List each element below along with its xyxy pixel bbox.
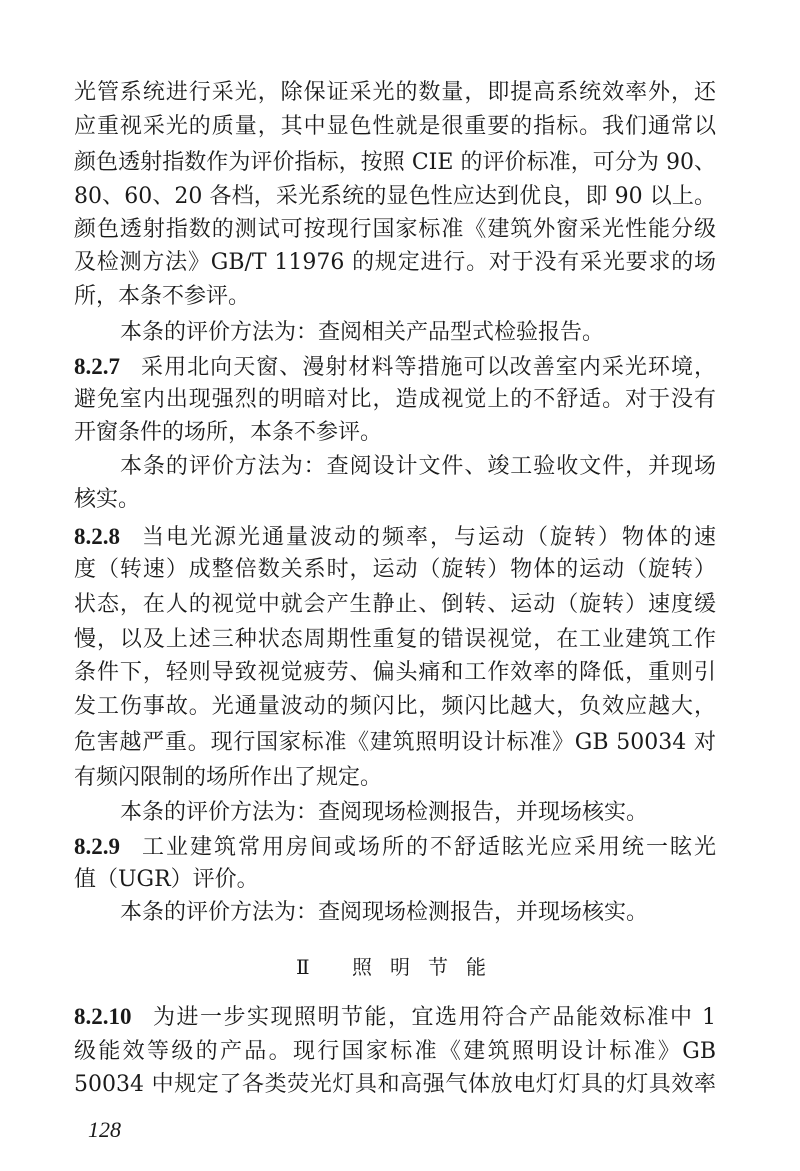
line-text: 颜色透射指数的测试可按现行国家标准《建筑外窗采光性能分级: [74, 217, 716, 242]
line-text: 避免室内出现强烈的明暗对比，造成视觉上的不舒适。对于没有: [74, 387, 716, 412]
text-line: [74, 692, 716, 722]
text-line: [120, 452, 716, 482]
text-line: [74, 590, 716, 620]
text-line: [74, 485, 716, 515]
text-line: [74, 763, 716, 793]
clause-number: 8.2.9: [74, 834, 120, 859]
page-number: 128: [88, 1117, 121, 1142]
line-text: 及检测方法》GB/T 11976 的规定进行。对于没有采光要求的场: [74, 250, 716, 275]
line-text: 级能效等级的产品。现行国家标准《建筑照明设计标准》GB: [74, 1039, 716, 1064]
line-text: 应重视采光的质量，其中显色性就是很重要的指标。我们通常以: [74, 114, 716, 139]
line-text: 本条的评价方法为：查阅现场检测报告，并现场核实。: [120, 900, 649, 925]
text-line: [74, 418, 716, 448]
text-line: [74, 112, 716, 142]
clause-line: [74, 352, 716, 382]
text-line: [74, 248, 716, 278]
line-text: 慢，以及上述三种状态周期性重复的错误视觉，在工业建筑工作: [74, 627, 716, 652]
text-line: [74, 1070, 716, 1100]
line-text: 值（UGR）评价。: [74, 867, 259, 892]
line-text: 有频闪限制的场所作出了规定。: [74, 765, 383, 790]
clause-number: 8.2.8: [74, 524, 120, 549]
text-line: [74, 215, 716, 245]
clause-line: [74, 1002, 716, 1032]
line-text: 采用北向天窗、漫射材料等措施可以改善室内采光环境，: [140, 355, 716, 380]
line-text: 发工伤事故。光通量波动的频闪比，频闪比越大，负效应越大，: [74, 694, 716, 719]
line-text: 度（转速）成整倍数关系时，运动（旋转）物体的运动（旋转）: [74, 557, 716, 582]
line-text: 危害越严重。现行国家标准《建筑照明设计标准》GB 50034 对: [74, 730, 716, 755]
line-text: 本条的评价方法为：查阅设计文件、竣工验收文件，并现场: [120, 454, 716, 479]
line-text: 80、60、20 各档，采光系统的显色性应达到优良，即 90 以上。: [74, 184, 716, 209]
text-line: [74, 78, 716, 108]
text-line: [74, 148, 716, 178]
line-text: 所，本条不参评。: [74, 284, 251, 309]
text-line: [74, 1037, 716, 1067]
line-text: 工业建筑常用房间或场所的不舒适眩光应采用统一眩光: [140, 835, 716, 860]
text-line: [74, 182, 716, 212]
line-text: 条件下，轻则导致视觉疲劳、偏头痛和工作效率的降低，重则引: [74, 660, 716, 685]
text-line: [120, 318, 716, 348]
text-line: [74, 555, 716, 585]
line-text: 为进一步实现照明节能，宜选用符合产品能效标准中 1: [151, 1005, 716, 1030]
line-text: 当电光源光通量波动的频率，与运动（旋转）物体的速: [140, 525, 716, 550]
text-line: [74, 728, 716, 758]
text-line: [74, 385, 716, 415]
text-line: [74, 625, 716, 655]
text-line: [120, 898, 716, 928]
line-text: 光管系统进行采光，除保证采光的数量，即提高系统效率外，还: [74, 80, 716, 105]
line-text: 50034 中规定了各类荧光灯具和高强气体放电灯灯具的灯具效率: [74, 1072, 716, 1097]
clause-number: 8.2.10: [74, 1004, 132, 1029]
section-heading: Ⅱ 照明节能: [296, 955, 504, 979]
text-line: [74, 658, 716, 688]
text-line: [74, 865, 716, 895]
line-text: 开窗条件的场所，本条不参评。: [74, 420, 383, 445]
line-text: 核实。: [74, 487, 141, 512]
line-text: 本条的评价方法为：查阅相关产品型式检验报告。: [120, 320, 605, 345]
text-line: [120, 798, 716, 828]
line-text: 颜色透射指数作为评价指标，按照 CIE 的评价标准，可分为 90、: [74, 150, 716, 175]
line-text: 本条的评价方法为：查阅现场检测报告，并现场核实。: [120, 800, 649, 825]
clause-line: [74, 522, 716, 552]
text-line: [74, 282, 716, 312]
clause-line: [74, 832, 716, 862]
clause-number: 8.2.7: [74, 354, 120, 379]
line-text: 状态，在人的视觉中就会产生静止、倒转、运动（旋转）速度缓: [74, 592, 716, 617]
